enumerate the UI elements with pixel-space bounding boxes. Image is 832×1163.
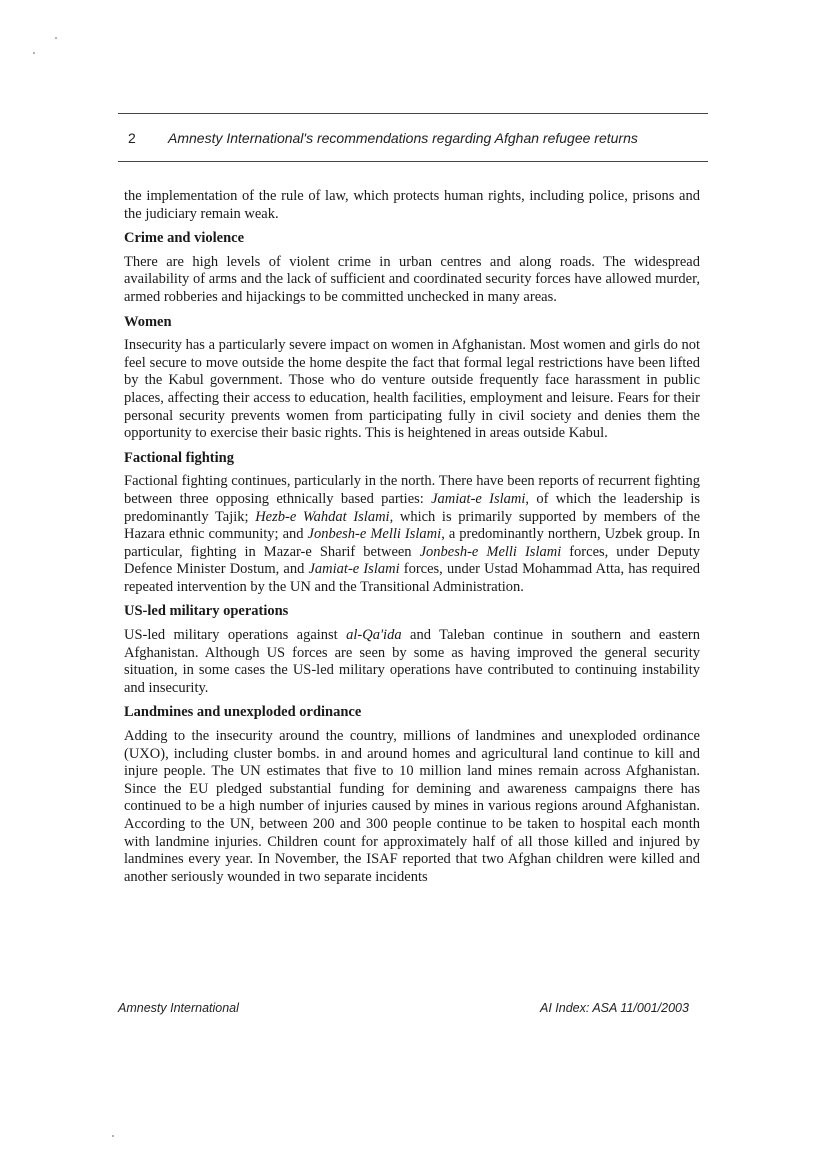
text-run: forces, under Deputy Defence Minister Dostum, and: [124, 543, 700, 578]
party-name: Hezb-e Wahdat Islami: [255, 508, 390, 525]
main-text: [124, 188, 700, 886]
section-heading-women: Women: [124, 313, 172, 330]
page-number: 2: [128, 130, 136, 146]
scan-speck: [33, 52, 35, 54]
text-run: , a predominantly northern, Uzbek group. In particular, fighting in Mazar-e Sharif between: [124, 526, 700, 560]
party-name: Jonbesh-e Melli Islami: [307, 526, 442, 543]
intro-paragraph: the implementation of the rule of law, which protects human rights, including police, prisons and the judiciary remain weak.: [124, 188, 700, 222]
running-title: Amnesty International's recommendations regarding Afghan refugee returns: [168, 130, 638, 146]
text-run: Factional fighting continues, particularly in the north. There have been reports of recurrent fighting between three opposing ethnically based parties:: [124, 473, 700, 507]
text-run: , which is primarily supported by members of the Hazara ethnic community; and: [124, 508, 701, 543]
text-run: and Taleban continue in southern and eastern Afghanistan. Although US forces are seen by some as having improved the general security situation, in some cases the US-led military operations have contributed to continuing instability and insecurity.: [124, 627, 700, 696]
header-bottom-rule: [118, 161, 708, 162]
text-run: forces, under Ustad Mohammad Atta, has required repeated intervention by the UN and the Transitional Administration.: [124, 561, 700, 595]
footer-organization: Amnesty International: [118, 1001, 239, 1015]
party-name: Jamiat-e Islami: [308, 561, 400, 578]
scan-speck: [55, 37, 57, 39]
party-name: Jonbesh-e Melli Islami: [419, 543, 562, 560]
footer-index: AI Index: ASA 11/001/2003: [540, 1001, 689, 1015]
section-paragraph-women: Insecurity has a particularly severe impact on women in Afghanistan. Most women and girls do not feel secure to move outside the home despite the fact that formal legal restrictions have been lifted by the Kabul government. Those who do venture outside frequently face harassment in public places, affecting their access to education, health facilities, employment and leisure. Fears for their personal security prevents women from participating fully in civil society and denies them the opportunity to exercise their basic rights. This is heightened in areas outside Kabul.: [124, 337, 700, 442]
section-paragraph-crime: There are high levels of violent crime in urban centres and along roads. The widespread availability of arms and the lack of sufficient and coordinated security forces have allowed murder, armed robberies and hijackings to be committed unchecked in many areas.: [124, 253, 700, 305]
scan-speck: [112, 1135, 114, 1137]
running-header: [128, 130, 708, 146]
header-top-rule: [118, 113, 708, 114]
text-run: US-led military operations against: [124, 627, 347, 644]
section-heading-us-led: US-led military operations: [124, 603, 289, 620]
section-heading-crime: Crime and violence: [124, 230, 245, 247]
section-paragraph-landmines: Adding to the insecurity around the country, millions of landmines and unexploded ordinance (UXO), including cluster bombs. in and around homes and agricultural land continue to kill and injure people. The UN estimates that five to 10 million land mines remain across Afghanistan. Since the EU pledged substantial funding for demining and awareness campaigns there has continued to be a high number of injuries caused by mines in various regions around Afghanistan. According to the UN, between 200 and 300 people continue to be taken to hospital each month with landmine injuries. Children count for approximately half of all those killed and injured by landmines every year. In November, the ISAF reported that two Afghan children were killed and another seriously wounded in two separate incidents: [124, 728, 700, 885]
text-run: , of which the leadership is predominantly Tajik;: [124, 490, 700, 525]
section-paragraph-factional: [124, 473, 700, 596]
section-paragraph-us-led: [124, 627, 700, 697]
section-heading-landmines: Landmines and unexploded ordinance: [124, 704, 362, 721]
section-heading-factional: Factional fighting: [124, 449, 234, 466]
party-name: Jamiat-e Islami: [431, 490, 526, 507]
group-name: al-Qa'ida: [346, 627, 402, 644]
